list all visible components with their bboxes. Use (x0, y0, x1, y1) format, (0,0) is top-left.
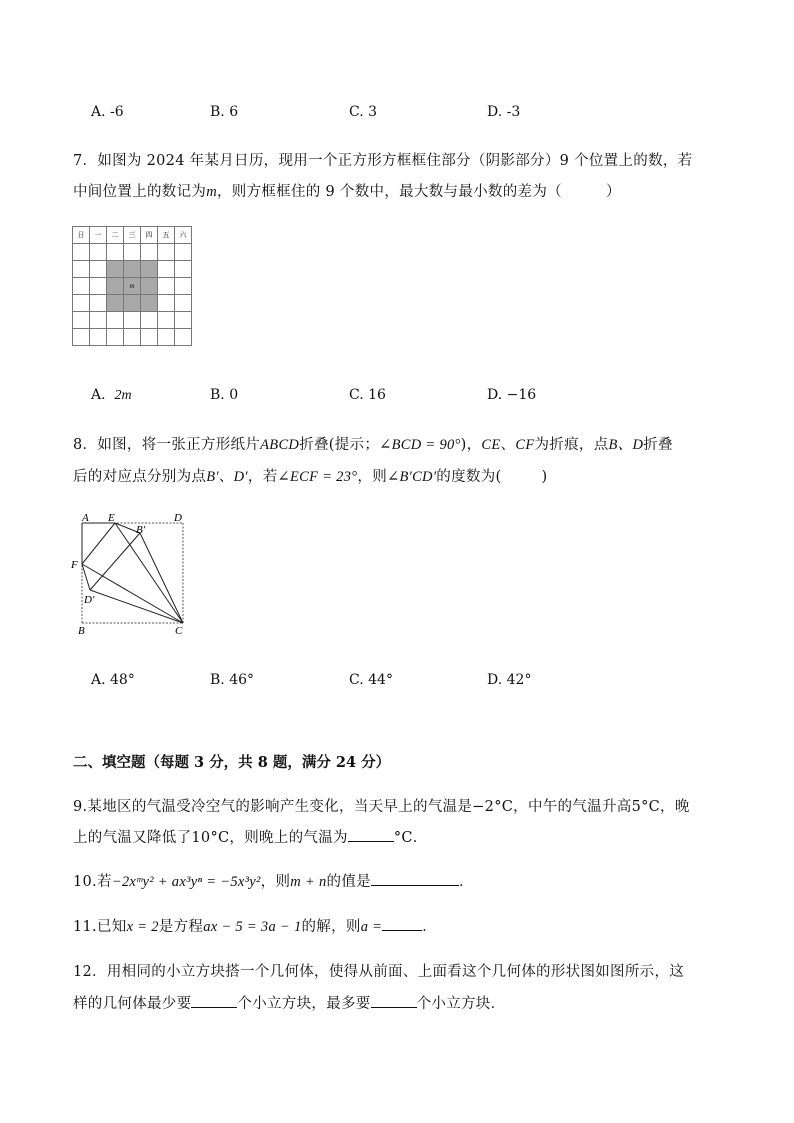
calendar-row (73, 329, 192, 346)
q9-line2: 上的气温又降低了10°C，则晚上的气温为 °C． (73, 826, 428, 847)
calendar-header-cell: 一 (90, 227, 107, 244)
calendar-header-cell: 日 (73, 227, 90, 244)
calendar-header-row (73, 227, 192, 244)
q12-min-blank (191, 993, 237, 1008)
q12-line2: 样的几何体最少要 个小立方块，最多要 个小立方块． (73, 992, 505, 1013)
calendar-row (73, 261, 192, 278)
calendar-row (73, 244, 192, 261)
q8-option-c: C. 44° (349, 672, 393, 688)
q7-line2: 中间位置上的数记为m，则方框框住的 9 个数中，最大数与最小数的差为（ ） (73, 184, 621, 200)
q6-option-d: D. -3 (487, 104, 521, 120)
crease-cf (82, 564, 183, 623)
q12-max-blank (371, 993, 417, 1008)
label-f: F (71, 559, 78, 571)
q9-answer-blank (348, 827, 394, 842)
label-b-prime: B′ (136, 524, 146, 536)
q6-option-a: A. -6 (91, 104, 124, 120)
label-d-prime: D′ (84, 594, 95, 606)
q10-answer-blank (371, 871, 459, 886)
q9-line1: 9.某地区的气温受冷空气的影响产生变化，当天早上的气温是−2°C，中午的气温升高5°C，晚 (73, 799, 690, 815)
label-b: B (78, 625, 85, 637)
crease-ce (115, 523, 183, 623)
q8-fold-figure (68, 508, 198, 642)
q8-line1: 8．如图，将一张正方形纸片ABCD折叠(提示；∠BCD = 90°)，CE、CF为折痕，点B、D折叠 (73, 437, 673, 453)
q11-line: 11.已知x = 2是方程ax − 5 = 3a − 1的解，则a = ． (73, 915, 437, 936)
calendar-header-cell: 二 (107, 227, 124, 244)
calendar-header-cell: 四 (141, 227, 158, 244)
q7-option-b: B. 0 (210, 387, 239, 403)
q12-line1: 12．用相同的小立方块搭一个几何体，使得从前面、上面看这个几何体的形状图如图所示，这 (73, 964, 685, 980)
calendar-row (73, 312, 192, 329)
section-heading: 二、填空题（每题 3 分，共 8 题，满分 24 分） (73, 754, 391, 771)
label-e: E (108, 512, 115, 524)
q8-option-b: B. 46° (210, 672, 255, 688)
q7-line1: 7．如图为 2024 年某月日历，现用一个正方形方框框住部分（阴影部分）9 个位置上的数，若 (73, 153, 693, 169)
q8-line2: 后的对应点分别为点B′、D′，若∠ECF = 23°，则∠B′CD′的度数为( ) (73, 469, 548, 485)
calendar-header-cell: 六 (175, 227, 192, 244)
label-a: A (82, 512, 89, 524)
q10-line: 10.若−2xᵐy² + ax³yⁿ = −5x³y²，则m + n的值是 ． (73, 870, 474, 891)
calendar-row (73, 278, 192, 295)
q11-answer-blank (382, 916, 422, 931)
calendar-row (73, 295, 192, 312)
q7-option-c: C. 16 (349, 387, 386, 403)
label-d: D (174, 512, 182, 524)
calendar-grid (72, 226, 192, 346)
q6-option-c: C. 3 (349, 104, 378, 120)
q7-calendar-figure (72, 226, 192, 346)
label-c: C (175, 625, 183, 637)
calendar-center-cell: m (124, 278, 141, 295)
calendar-header-cell: 五 (158, 227, 175, 244)
q7-option-a: A. 2m (91, 387, 132, 403)
q7-option-d: D. −16 (487, 387, 537, 403)
q8-option-a: A. 48° (91, 672, 135, 688)
q6-option-b: B. 6 (210, 104, 239, 120)
calendar-header-cell: 三 (124, 227, 141, 244)
q8-option-d: D. 42° (487, 672, 532, 688)
